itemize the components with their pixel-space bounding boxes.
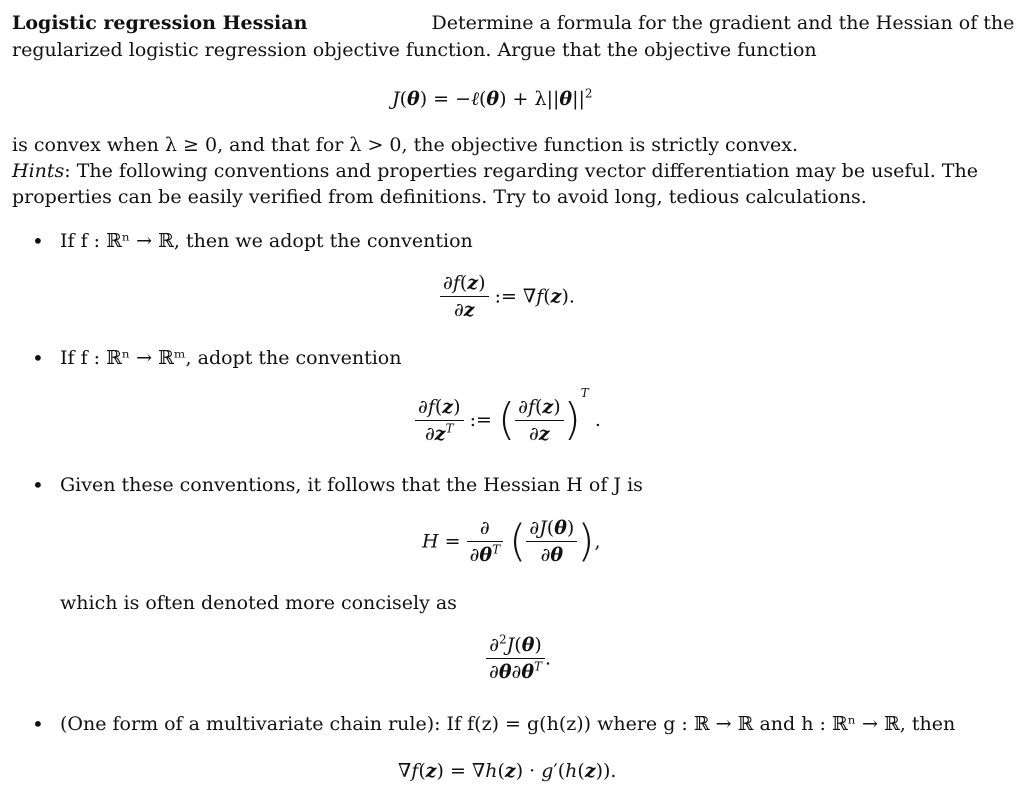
gradient-convention-equation: $\frac{\partial f(z)}{\partial z}$ := ∇f(z). <box>440 270 575 323</box>
bullet-dot: • <box>32 712 44 736</box>
bullet-1-text: If f : ℝⁿ → ℝ, then we adopt the convention <box>60 230 473 252</box>
hints-line-2: properties can be easily verified from definitions. Try to avoid long, tedious calculations. <box>12 186 867 208</box>
hints-label: Hints <box>12 160 65 182</box>
hessian-equation: H = $\frac{\partial}{\partial\theta^T}$ ( $\frac{\partial J(\theta)}{\partial\theta}$ ), <box>422 515 601 567</box>
objective-equation: J(θ) = −ℓ(θ) + $\lambda||\theta||^2$ <box>392 86 593 110</box>
bullet-4-text: (One form of a multivariate chain rule): If f(z) = g(h(z)) where g : ℝ → ℝ and h : ℝⁿ → ℝ, then <box>60 713 956 735</box>
bullet-dot: • <box>32 229 44 253</box>
problem-heading: Logistic regression Hessian <box>12 12 308 34</box>
hints-line-1 <box>12 158 978 184</box>
intro-line-2: regularized logistic regression objective function. Argue that the objective function <box>12 39 817 61</box>
chain-rule-equation: ∇f(z) = ∇h(z) · g′(h(z)). <box>398 760 617 782</box>
bullet-2-text: If f : ℝⁿ → ℝᵐ, adopt the convention <box>60 347 402 369</box>
intro-text: Determine a formula for the gradient and the Hessian of the <box>431 12 1015 34</box>
bullet-dot: • <box>32 473 44 497</box>
convex-statement: is convex when λ ≥ 0, and that for λ > 0, the objective function is strictly convex. <box>12 134 799 156</box>
jacobian-convention-equation: $\frac{\partial f(z)}{\partial z^T}$ := ( $\frac{\partial f(z)}{\partial z}$ )$^T$ . <box>415 393 601 447</box>
intro-line-1 <box>12 10 1014 36</box>
bullet-3-text: Given these conventions, it follows that the Hessian H of J is <box>60 474 643 496</box>
hints-text: : The following conventions and properties regarding vector differentiation may be useful. The <box>64 160 978 182</box>
concise-note: which is often denoted more concisely as <box>60 592 457 614</box>
hessian-concise-equation: $\frac{\partial^2J(\theta)}{\partial\theta\partial\theta^T}$ . <box>486 632 551 685</box>
bullet-dot: • <box>32 346 44 370</box>
